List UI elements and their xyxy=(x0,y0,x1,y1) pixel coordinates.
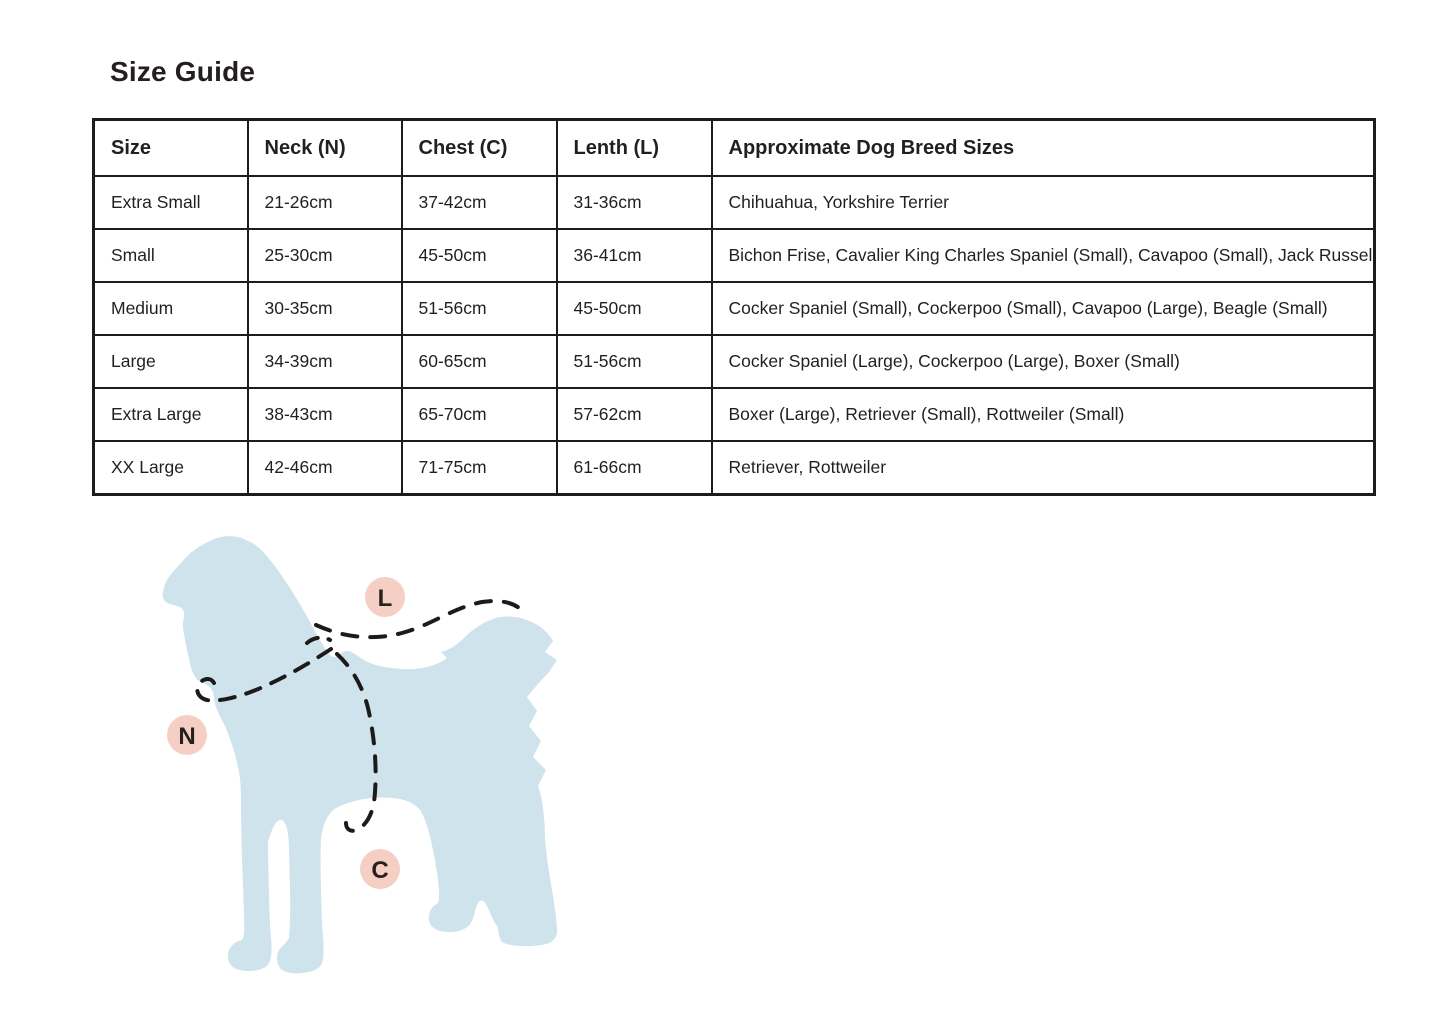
cell-neck: 42-46cm xyxy=(248,441,402,495)
chest-badge-letter: C xyxy=(371,857,389,884)
cell-size: Small xyxy=(94,229,248,282)
table-row xyxy=(94,176,1375,229)
cell-neck: 21-26cm xyxy=(248,176,402,229)
table-row xyxy=(94,388,1375,441)
header-neck: Neck (N) xyxy=(248,120,402,177)
cell-size: Large xyxy=(94,335,248,388)
size-guide-table xyxy=(92,118,1376,496)
cell-breeds: Bichon Frise, Cavalier King Charles Spaniel (Small), Cavapoo (Small), Jack Russel xyxy=(712,229,1375,282)
table-row xyxy=(94,335,1375,388)
cell-breeds: Cocker Spaniel (Small), Cockerpoo (Small), Cavapoo (Large), Beagle (Small) xyxy=(712,282,1375,335)
chest-badge xyxy=(360,849,400,889)
cell-length: 31-36cm xyxy=(557,176,712,229)
table-row xyxy=(94,441,1375,495)
neck-badge xyxy=(167,715,207,755)
cell-breeds: Boxer (Large), Retriever (Small), Rottweiler (Small) xyxy=(712,388,1375,441)
cell-chest: 60-65cm xyxy=(402,335,557,388)
cell-size: Extra Large xyxy=(94,388,248,441)
cell-size: XX Large xyxy=(94,441,248,495)
page-title: Size Guide xyxy=(110,56,256,87)
header-size: Size xyxy=(94,120,248,177)
cell-size: Extra Small xyxy=(94,176,248,229)
table-row xyxy=(94,229,1375,282)
cell-breeds: Retriever, Rottweiler xyxy=(712,441,1375,495)
length-badge xyxy=(365,577,405,617)
cell-chest: 51-56cm xyxy=(402,282,557,335)
cell-length: 45-50cm xyxy=(557,282,712,335)
cell-neck: 38-43cm xyxy=(248,388,402,441)
cell-size: Medium xyxy=(94,282,248,335)
table-header-row xyxy=(94,120,1375,177)
cell-length: 36-41cm xyxy=(557,229,712,282)
header-breeds: Approximate Dog Breed Sizes xyxy=(712,120,1375,177)
dog-silhouette xyxy=(163,536,558,973)
header-chest: Chest (C) xyxy=(402,120,557,177)
cell-length: 57-62cm xyxy=(557,388,712,441)
neck-badge-letter: N xyxy=(178,723,196,750)
cell-chest: 37-42cm xyxy=(402,176,557,229)
dog-measurement-diagram xyxy=(130,512,630,1012)
cell-breeds: Chihuahua, Yorkshire Terrier xyxy=(712,176,1375,229)
cell-length: 61-66cm xyxy=(557,441,712,495)
cell-chest: 65-70cm xyxy=(402,388,557,441)
cell-chest: 71-75cm xyxy=(402,441,557,495)
cell-length: 51-56cm xyxy=(557,335,712,388)
table-row xyxy=(94,282,1375,335)
cell-breeds: Cocker Spaniel (Large), Cockerpoo (Large), Boxer (Small) xyxy=(712,335,1375,388)
cell-chest: 45-50cm xyxy=(402,229,557,282)
cell-neck: 25-30cm xyxy=(248,229,402,282)
cell-neck: 30-35cm xyxy=(248,282,402,335)
header-length: Lenth (L) xyxy=(557,120,712,177)
cell-neck: 34-39cm xyxy=(248,335,402,388)
length-badge-letter: L xyxy=(377,585,393,612)
